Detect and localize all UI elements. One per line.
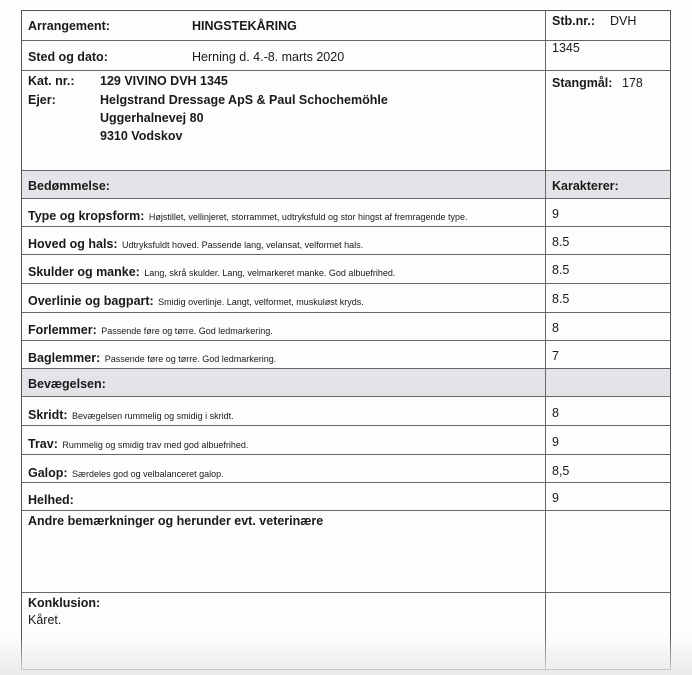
table-row bbox=[22, 313, 670, 341]
sted-value: Herning d. 4.-8. marts 2020 bbox=[192, 50, 345, 64]
stangmaal-value: 178 bbox=[622, 76, 643, 90]
remarks-row bbox=[22, 511, 670, 593]
criterion-label: Hoved og hals: bbox=[28, 237, 118, 251]
table-row bbox=[22, 483, 670, 511]
criterion-label: Trav: bbox=[28, 437, 58, 451]
criterion-text: Rummelig og smidig trav med god albuefrihed. bbox=[62, 440, 249, 450]
grade-value: 8,5 bbox=[552, 464, 570, 478]
criterion-text: Særdeles god og velbalanceret galop. bbox=[72, 469, 224, 479]
sted-label: Sted og dato: bbox=[28, 50, 108, 64]
stb-label: Stb.nr.: bbox=[552, 14, 596, 28]
criterion-label: Type og kropsform: bbox=[28, 209, 145, 223]
table-row bbox=[22, 284, 670, 313]
criterion-label: Skridt: bbox=[28, 408, 68, 422]
sted-row bbox=[22, 41, 670, 71]
remarks-label: Andre bemærkninger og herunder evt. veterinære bbox=[28, 514, 324, 528]
grade-value: 8.5 bbox=[552, 235, 570, 249]
criterion-text: Lang, skrå skulder. Lang, velmarkeret manke. God albuefrihed. bbox=[144, 268, 396, 278]
table-row bbox=[22, 397, 670, 426]
criterion-label: Helhed: bbox=[28, 493, 74, 507]
criterion-text: Smidig overlinje. Langt, velformet, muskuløst kryds. bbox=[158, 297, 364, 307]
bevaegelsen-heading-row bbox=[22, 369, 670, 397]
grade-value: 9 bbox=[552, 207, 559, 221]
grade-value: 8 bbox=[552, 321, 559, 335]
karakterer-heading: Karakterer: bbox=[552, 179, 619, 193]
criterion-text: Højstillet, vellinjeret, storrammet, udtryksfuld og stor hingst af fremragende type. bbox=[148, 212, 468, 222]
grade-value: 7 bbox=[552, 349, 559, 363]
grade-value: 8.5 bbox=[552, 292, 570, 306]
table-row bbox=[22, 255, 670, 284]
grade-value: 8.5 bbox=[552, 263, 570, 277]
stb-value-1: DVH bbox=[610, 14, 637, 28]
stb-value-2: 1345 bbox=[552, 41, 580, 55]
ejer-label: Ejer: bbox=[28, 93, 56, 107]
criterion-text: Bevægelsen rummelig og smidig i skridt. bbox=[72, 411, 234, 421]
criterion-label: Galop: bbox=[28, 466, 68, 480]
criterion-label: Forlemmer: bbox=[28, 323, 97, 337]
grade-value: 9 bbox=[552, 491, 559, 505]
bedoemmelse-heading: Bedømmelse: bbox=[28, 179, 110, 193]
ejer-line2: Uggerhalnevej 80 bbox=[100, 111, 204, 125]
table-row bbox=[22, 227, 670, 255]
criterion-text: Passende føre og tørre. God ledmarkering. bbox=[101, 326, 273, 336]
table-row bbox=[22, 426, 670, 455]
grade-value: 8 bbox=[552, 406, 559, 420]
criterion-label: Baglemmer: bbox=[28, 351, 101, 365]
bevaegelsen-heading: Bevægelsen: bbox=[28, 377, 106, 391]
table-row bbox=[22, 199, 670, 227]
evaluation-form bbox=[21, 10, 671, 670]
arrangement-value: HINGSTEKÅRING bbox=[192, 19, 297, 33]
kat-label: Kat. nr.: bbox=[28, 74, 75, 88]
criterion-label: Overlinie og bagpart: bbox=[28, 294, 154, 308]
criterion-text: Udtryksfuldt hoved. Passende lang, velansat, velformet hals. bbox=[122, 240, 364, 250]
bedoemmelse-heading-row bbox=[22, 171, 670, 199]
arrangement-row bbox=[22, 11, 670, 41]
owner-row bbox=[22, 71, 670, 171]
table-row bbox=[22, 341, 670, 369]
ejer-line1: Helgstrand Dressage ApS & Paul Schochemöhle bbox=[100, 93, 388, 107]
konklusion-label: Konklusion: bbox=[28, 596, 101, 610]
konklusion-row bbox=[22, 593, 670, 671]
table-row bbox=[22, 455, 670, 483]
konklusion-value: Kåret. bbox=[28, 613, 62, 627]
stangmaal-label: Stangmål: bbox=[552, 76, 613, 90]
criterion-text: Passende føre og tørre. God ledmarkering. bbox=[104, 354, 277, 364]
grade-value: 9 bbox=[552, 435, 559, 449]
kat-value: 129 VIVINO DVH 1345 bbox=[100, 74, 228, 88]
criterion-label: Skulder og manke: bbox=[28, 265, 140, 279]
arrangement-label: Arrangement: bbox=[28, 19, 110, 33]
ejer-line3: 9310 Vodskov bbox=[100, 129, 183, 143]
